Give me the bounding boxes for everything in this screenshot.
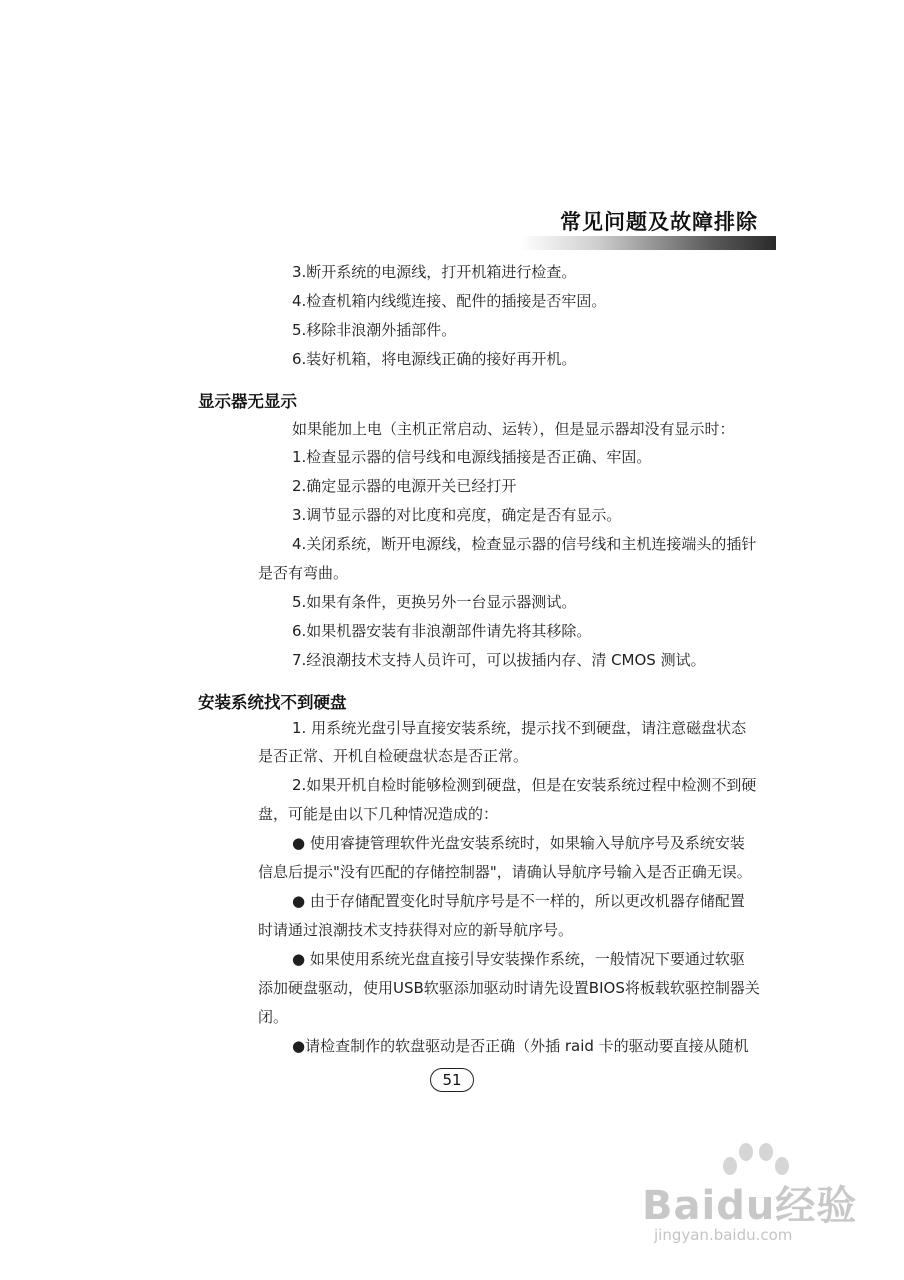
paragraph-line: 1. 用系统光盘引导直接安装系统，提示找不到硬盘，请注意磁盘状态 [292,719,747,737]
paragraph-line: 盘，可能是由以下几种情况造成的： [258,805,499,823]
step-line: 4.检查机箱内线缆连接、配件的插接是否牢固。 [292,292,607,310]
paragraph-line: 时请通过浪潮技术支持获得对应的新导航序号。 [258,921,574,939]
list-item: 7.经浪潮技术支持人员许可，可以拔插内存、清 CMOS 测试。 [292,651,706,669]
step-line: 3.断开系统的电源线，打开机箱进行检查。 [292,263,577,281]
watermark-logo: Baidu经验 [642,1183,858,1229]
bullet-line: ●请检查制作的软盘驱动是否正确（外插 raid 卡的驱动要直接从随机 [292,1037,749,1055]
baidu-jingyan-watermark [640,1140,870,1250]
list-item: 5.如果有条件，更换另外一台显示器测试。 [292,593,577,611]
section-heading-disk: 安装系统找不到硬盘 [198,693,347,712]
step-line: 5.移除非浪潮外插部件。 [292,321,457,339]
chapter-title: 常见问题及故障排除 [560,210,758,234]
list-item-continuation: 是否有弯曲。 [258,564,349,582]
section-heading-monitor: 显示器无显示 [198,392,297,411]
paragraph-line: 2.如果开机自检时能够检测到硬盘，但是在安装系统过程中检测不到硬 [292,776,757,794]
paragraph-line: 是否正常、开机自检硬盘状态是否正常。 [258,747,529,765]
bullet-line: ● 使用睿捷管理软件光盘安装系统时，如果输入导航序号及系统安装 [292,834,745,852]
paragraph-line: 闭。 [258,1008,289,1026]
list-item: 4.关闭系统，断开电源线，检查显示器的信号线和主机连接端头的插针 [292,535,757,553]
step-line: 6.装好机箱，将电源线正确的接好再开机。 [292,350,577,368]
bullet-line: ● 如果使用系统光盘直接引导安装操作系统，一般情况下要通过软驱 [292,950,745,968]
list-item: 1.检查显示器的信号线和电源线插接是否正确、牢固。 [292,448,652,466]
section-intro: 如果能加上电（主机正常启动、运转），但是显示器却没有显示时： [292,420,735,438]
list-item: 2.确定显示器的电源开关已经打开 [292,477,517,495]
list-item: 3.调节显示器的对比度和亮度，确定是否有显示。 [292,506,622,524]
header-gradient-bar [520,236,776,250]
watermark-url: jingyan.baidu.com [654,1226,793,1244]
paragraph-line: 添加硬盘驱动，使用USB软驱添加驱动时请先设置BIOS将板载软驱控制器关 [258,979,760,997]
list-item: 6.如果机器安装有非浪潮部件请先将其移除。 [292,622,592,640]
bullet-line: ● 由于存储配置变化时导航序号是不一样的，所以更改机器存储配置 [292,892,745,910]
page-number: 51 [430,1068,474,1092]
paragraph-line: 信息后提示"没有匹配的存储控制器"，请确认导航序号输入是否正确无误。 [258,863,752,881]
